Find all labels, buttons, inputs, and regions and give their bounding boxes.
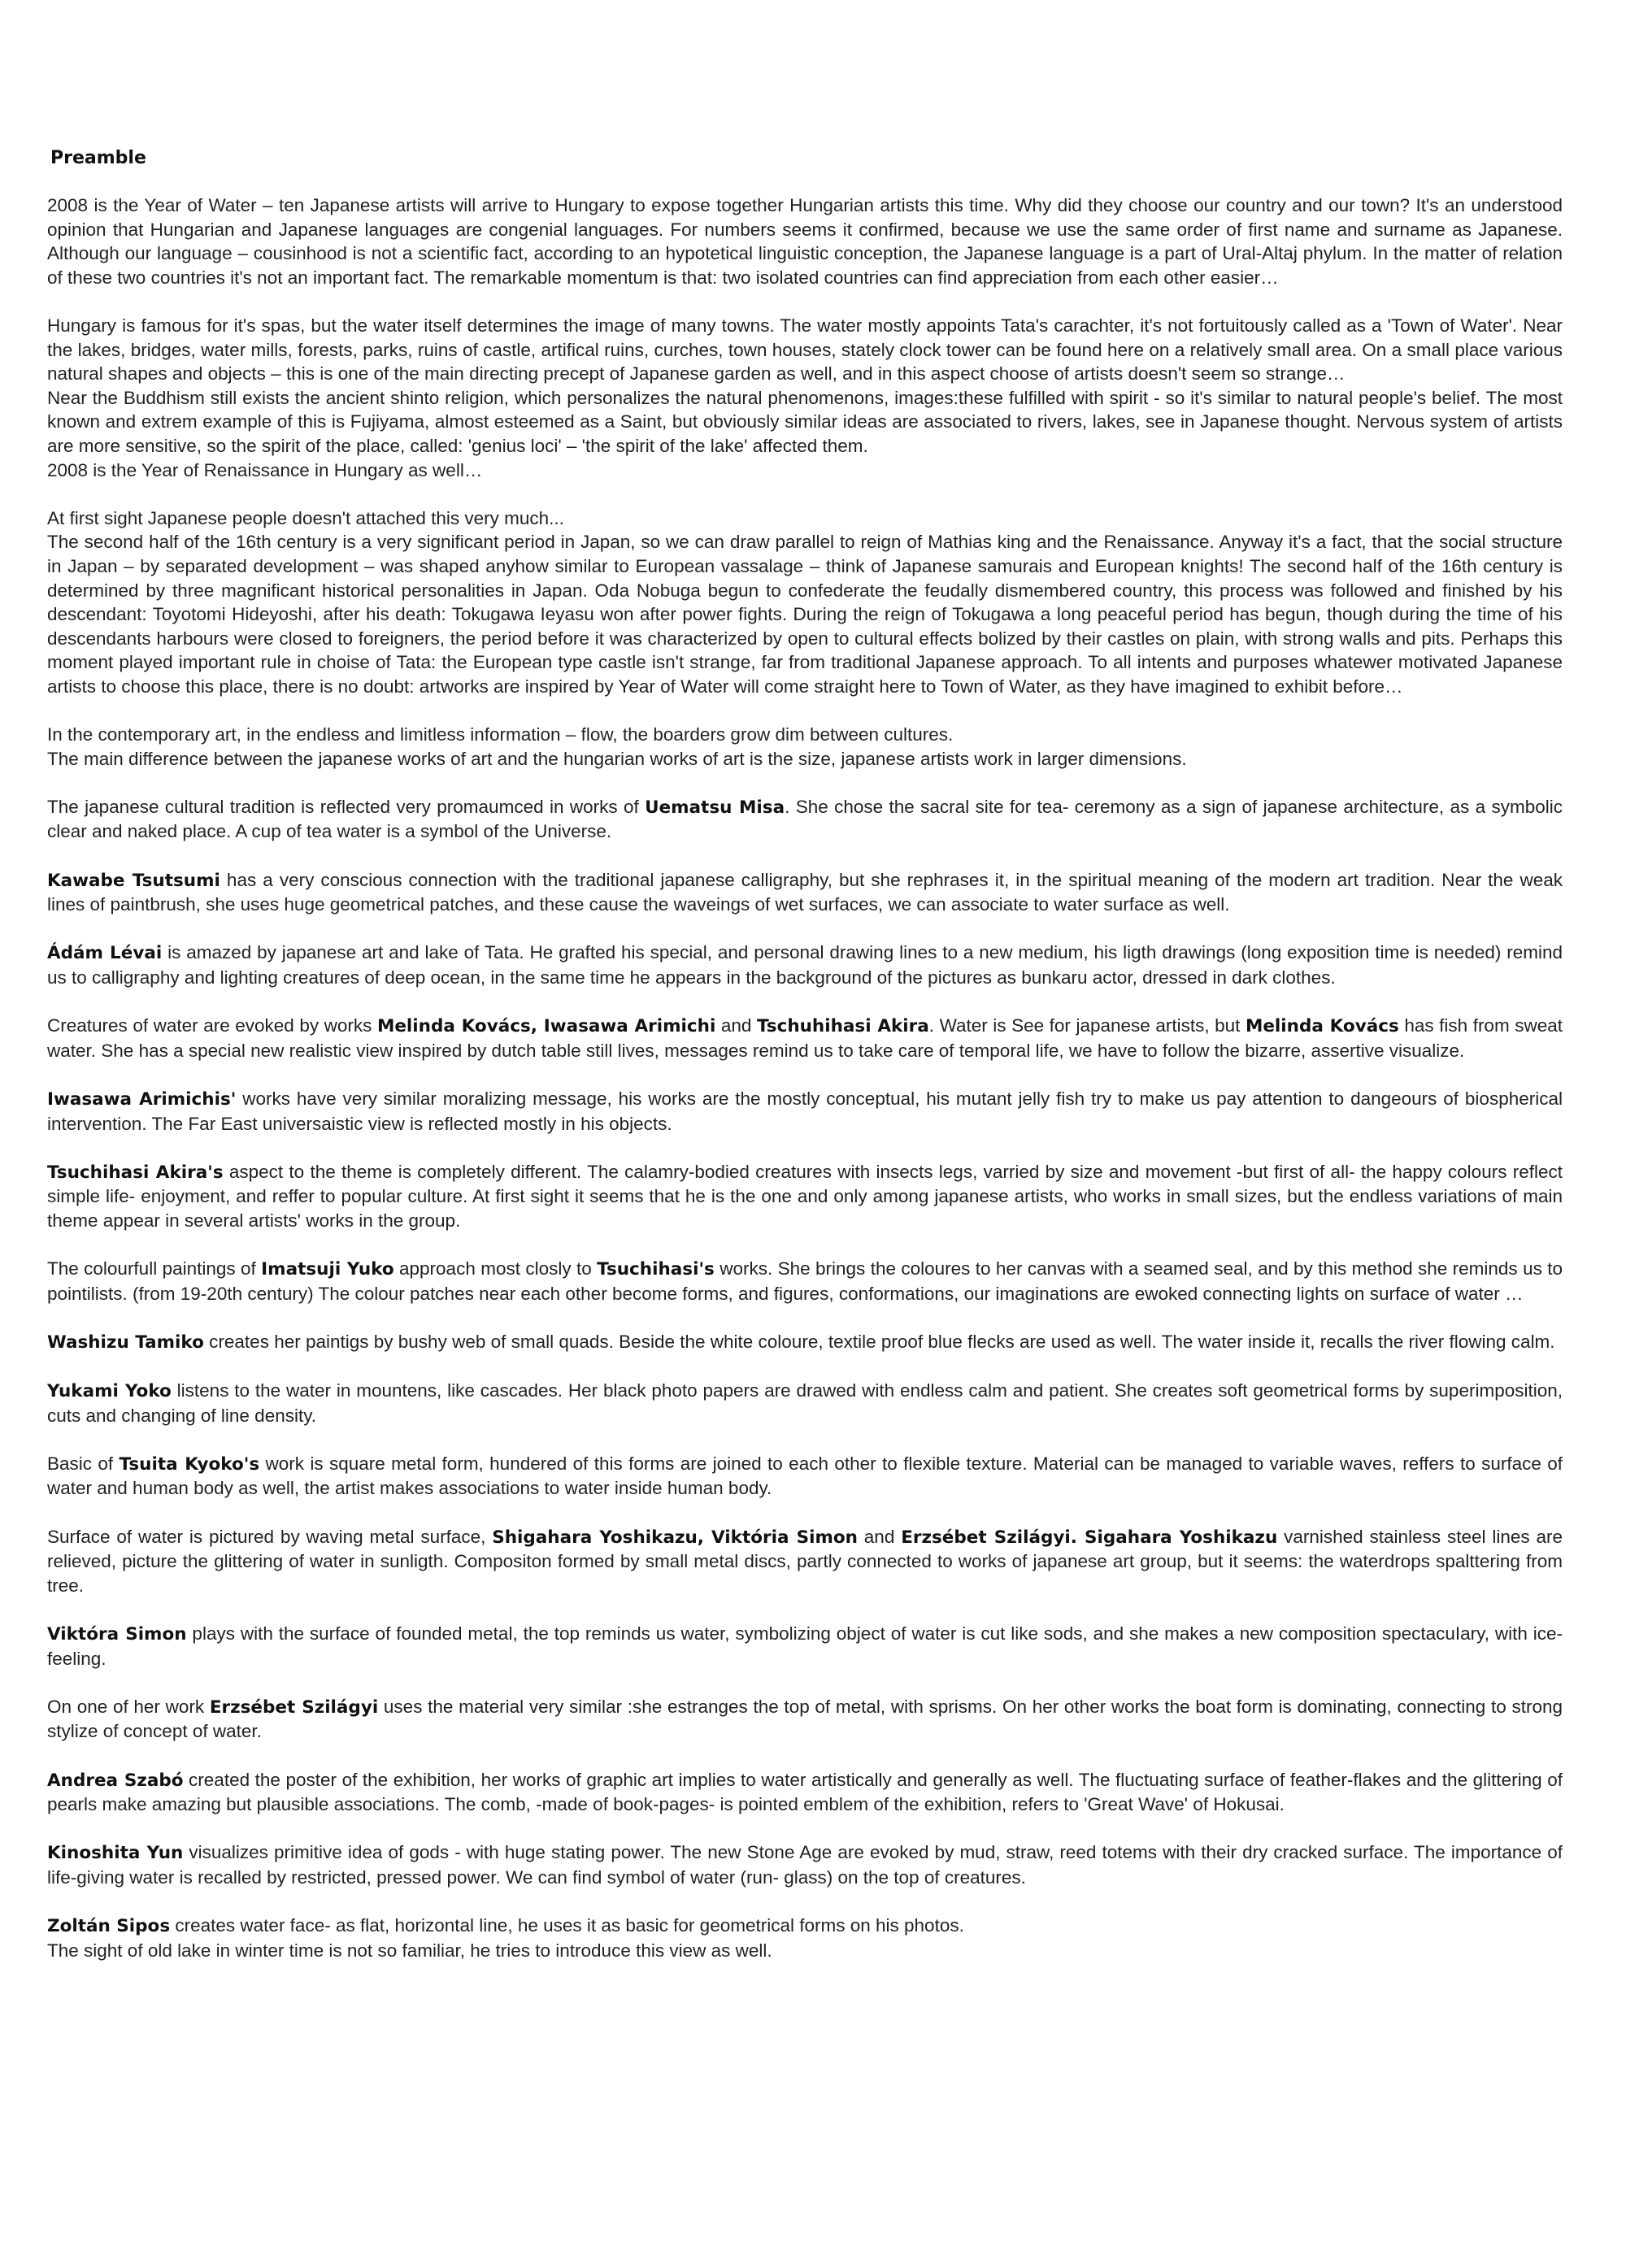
artist-name: Erzsébet Szilágyi bbox=[209, 1697, 379, 1718]
paragraph bbox=[47, 1330, 1563, 1355]
paragraph bbox=[47, 1840, 1563, 1889]
paragraph bbox=[47, 795, 1563, 844]
paragraph-text: Basic of bbox=[47, 1453, 120, 1474]
paragraph-text: and bbox=[715, 1015, 757, 1036]
paragraph bbox=[47, 1768, 1563, 1817]
artist-name: Iwasawa Arimichis' bbox=[47, 1088, 237, 1110]
paragraph-text: The sight of old lake in winter time is not so familiar, he tries to introduce this view as well. bbox=[47, 1940, 772, 1961]
paragraph-text: listens to the water in mountens, like cascades. Her black photo papers are drawed with endless calm and patient. She creates soft geometrical forms by superimposition, cuts and changing of line density. bbox=[47, 1380, 1563, 1426]
document-title: Preamble bbox=[50, 148, 146, 168]
artist-name: Kawabe Tsutsumi bbox=[47, 870, 220, 891]
artist-name: Tsuita Kyoko's bbox=[119, 1453, 260, 1475]
paragraph bbox=[47, 1622, 1563, 1671]
paragraph bbox=[47, 1452, 1563, 1501]
document-page bbox=[47, 146, 1563, 1987]
paragraph-text: Creatures of water are evoked by works bbox=[47, 1015, 377, 1036]
paragraph bbox=[47, 193, 1563, 289]
paragraph-text: . She chose the sacral site for tea- ceremony as a sign of japanese architecture, as a symbolic clear and naked place. A cup of tea water is a symbol of the Universe. bbox=[47, 796, 1563, 842]
artist-name: Erzsébet Szilágyi. Sigahara Yoshikazu bbox=[901, 1527, 1278, 1548]
paragraph-text: varnished stainless steel lines are relieved, picture the glittering of water in sunligth. Compositon formed by small metal discs, partly connected to works of japanese art group, but it seems: the waterdrops spalttering from tree. bbox=[47, 1526, 1563, 1596]
paragraph-text: Hungary is famous for it's spas, but the water itself determines the image of many towns. The water mostly appoints Tata's carachter, it's not fortuitously called as a 'Town of Water'. Near the lakes, bridges, water mills, forests, parks, ruins of castle, artifical ruins, curches, town houses, stately clock tower can be found here on a relatively small area. On a small place various natural shapes and objects – this is one of the main directing precept of Japanese garden as well, and in this aspect choose of artists doesn't seem so strange… bbox=[47, 315, 1563, 385]
artist-name: Tschuhihasi Akira bbox=[756, 1016, 929, 1037]
paragraph bbox=[47, 1087, 1563, 1136]
paragraph-text: visualizes primitive idea of gods - with huge stating power. The new Stone Age are evoked by mud, straw, reed totems with their dry cracked surface. The importance of life-giving water is recalled by restricted, pressed power. We can find symbol of water (run- glass) on the top of creatures. bbox=[47, 1842, 1563, 1888]
paragraph-text: uses the material very similar :she estranges the top of metal, with sprisms. On her other works the boat form is dominating, connecting to strong stylize of concept of water. bbox=[47, 1696, 1563, 1742]
artist-name: Melinda Kovács bbox=[1245, 1016, 1399, 1037]
paragraph-text: is amazed by japanese art and lake of Tata. He grafted his special, and personal drawing lines to a new medium, his ligth drawings (long exposition time is needed) remind us to calligraphy and lighting creatures of deep ocean, in the same time he appears in the background of the pictures as bunkaru actor, dressed in dark clothes. bbox=[47, 942, 1563, 988]
artist-name: Uematsu Misa bbox=[645, 797, 785, 818]
paragraph bbox=[47, 1160, 1563, 1233]
paragraph-text: plays with the surface of founded metal, the top reminds us water, symbolizing object of water is cut like sods, and she makes a new composition spectacuIary, with ice-feeling. bbox=[47, 1623, 1563, 1669]
paragraph bbox=[47, 506, 1563, 531]
paragraph bbox=[47, 868, 1563, 917]
paragraph-text: . Water is See for japanese artists, but bbox=[928, 1015, 1246, 1036]
paragraph bbox=[47, 747, 1563, 771]
paragraph-text: created the poster of the exhibition, her works of graphic art implies to water artistically and generally as well. The fluctuating surface of feather-flakes and the glittering of pearls make amazing but plausible associations. The comb, -made of book-pages- is pointed emblem of the exhibition, refers to 'Great Wave' of Hokusai. bbox=[47, 1769, 1563, 1815]
artist-name: Kinoshita Yun bbox=[47, 1843, 184, 1864]
paragraph bbox=[47, 530, 1563, 698]
paragraph bbox=[47, 1014, 1563, 1062]
paragraph-text: At first sight Japanese people doesn't attached this very much... bbox=[47, 507, 564, 528]
paragraph-text: creates her paintigs by bushy web of small quads. Beside the white coloure, textile proof blue flecks are used as well. The water inside it, recalls the river flowing calm. bbox=[203, 1331, 1555, 1352]
paragraph-text: work is square metal form, hundered of this forms are joined to each other to flexible texture. Material can be managed to variable waves, reffers to surface of water and human body as well, the artist makes associations to water inside human body. bbox=[47, 1453, 1563, 1499]
paragraph-text: The second half of the 16th century is a very significant period in Japan, so we can draw parallel to reign of Mathias king and the Renaissance. Anyway it's a fact, that the social structure in Japan – by separated development – was shaped anyhow similar to European vassalage – think of Japanese samurais and European knights! The second half of the 16th century is determined by three magnificant historical personalities in Japan. Oda Nobuga begun to confederate the feudally dismembered country, this process was followed and finished by his descendant: Toyotomi Hideyoshi, after his death: Tokugawa Ieyasu won after power fights. During the reign of Tokugawa a long peaceful period has begun, though during the time of his descendants harbours were closed to foreigners, the period before it was characterized by open to cultural effects bolized by their castles on plain, with strong walls and pits. Perhaps this moment played important rule in choise of Tata: the European type castle isn't strange, far from traditional Japanese approach. To all intents and purposes whatewer motivated Japanese artists to choose this place, there is no doubt: artworks are inspired by Year of Water will come straight here to Town of Water, as they have imagined to exhibit before… bbox=[47, 532, 1563, 697]
paragraph-text: 2008 is the Year of Renaissance in Hungary as well… bbox=[47, 459, 483, 480]
paragraph bbox=[47, 941, 1563, 989]
document-body bbox=[47, 193, 1563, 1962]
paragraph-text: In the contemporary art, in the endless and limitless information – flow, the boarders grow dim between cultures. bbox=[47, 724, 954, 745]
paragraph bbox=[47, 458, 1563, 483]
paragraph bbox=[47, 386, 1563, 458]
paragraph-text: creates water face- as flat, horizontal line, he uses it as basic for geometrical forms on his photos. bbox=[170, 1915, 964, 1936]
paragraph-text: Surface of water is pictured by waving metal surface, bbox=[47, 1526, 493, 1547]
paragraph-text: has fish from sweat water. She has a special new realistic view inspired by dutch table still lives, messages remind us to take care of temporal life, we have to follow the bizarre, assertive visualize. bbox=[47, 1015, 1563, 1061]
paragraph-text: and bbox=[857, 1526, 902, 1547]
artist-name: Imatsuji Yuko bbox=[261, 1259, 394, 1280]
artist-name: Viktóra Simon bbox=[47, 1624, 187, 1645]
paragraph bbox=[47, 1379, 1563, 1427]
paragraph-text: On one of her work bbox=[47, 1696, 210, 1717]
artist-name: Tsuchihasi Akira's bbox=[47, 1162, 224, 1183]
paragraph-text: has a very conscious connection with the traditional japanese calligraphy, but she rephrases it, in the spiritual meaning of the modern art tradition. Near the weak lines of paintbrush, she uses huge geometrical patches, and these cause the waveings of wet surfaces, we can associate to water surface as well. bbox=[47, 869, 1563, 915]
artist-name: Ádám Lévai bbox=[47, 943, 163, 964]
paragraph bbox=[47, 1695, 1563, 1744]
paragraph bbox=[47, 1914, 1563, 1939]
paragraph-text: approach most closly to bbox=[393, 1258, 598, 1280]
paragraph-text: works. She brings the coloures to her canvas with a seamed seal, and by this method she reminds us to pointilists. (from 19-20th century) The colour patches near each other become forms, and figures, conformations, our imaginations are ewoked connecting lights on surface of water … bbox=[47, 1258, 1563, 1304]
paragraph-text: The colourfull paintings of bbox=[47, 1258, 262, 1280]
paragraph-text: works have very similar moralizing message, his works are the mostly conceptual, his mutant jelly fish try to make us pay attention to dangeours of biospherical intervention. The Far East universaistic view is reflected mostly in his objects. bbox=[47, 1088, 1563, 1134]
artist-name: Yukami Yoko bbox=[47, 1381, 172, 1402]
paragraph bbox=[47, 314, 1563, 386]
paragraph-text: The japanese cultural tradition is reflected very promaumced in works of bbox=[47, 796, 646, 817]
paragraph bbox=[47, 1525, 1563, 1598]
artist-name: Tsuchihasi's bbox=[597, 1259, 715, 1280]
paragraph-text: aspect to the theme is completely different. The calamry-bodied creatures with insects legs, varried by size and movement -but first of all- the happy colours reflect simple life- enjoyment, and reffer to popular culture. At first sight it seems that he is the one and only among japanese artists, who works in small sizes, but the endless variations of main theme appear in several artists' works in the group. bbox=[47, 1161, 1563, 1231]
artist-name: Andrea Szabó bbox=[47, 1770, 184, 1791]
paragraph bbox=[47, 1939, 1563, 1963]
paragraph-text: Near the Buddhism still exists the ancient shinto religion, which personalizes the natural phenomenons, images:these fulfilled with spirit - so it's similar to natural people's belief. The most known and extrem example of this is Fujiyama, almost esteemed as a Saint, but obviously similar ideas are associated to rivers, lakes, see in Japanese thought. Nervous system of artists are more sensitive, so the spirit of the place, called: 'genius loci' – 'the spirit of the lake' affected them. bbox=[47, 387, 1563, 456]
artist-name: Melinda Kovács, Iwasawa Arimichi bbox=[376, 1016, 716, 1037]
paragraph-text: 2008 is the Year of Water – ten Japanese artists will arrive to Hungary to expose together Hungarian artists this time. Why did they choose our country and our town? It's an understood opinion that Hungarian and Japanese languages are congenial languages. For numbers seems it confirmed, because we use the same order of first name and surname as Japanese. Although our language – cousinhood is not a scientific fact, according to an hypotetical linguistic conception, the Japanese language is a part of Ural-Altaj phylum. In the matter of relation of these two countries it's not an important fact. The remarkable momentum is that: two isolated countries can find appreciation from each other easier… bbox=[47, 195, 1563, 288]
artist-name: Washizu Tamiko bbox=[47, 1332, 204, 1353]
paragraph-text: The main difference between the japanese works of art and the hungarian works of art is the size, japanese artists work in larger dimensions. bbox=[47, 748, 1187, 769]
paragraph bbox=[47, 1257, 1563, 1306]
paragraph bbox=[47, 723, 1563, 747]
artist-name: Zoltán Sipos bbox=[47, 1916, 171, 1937]
artist-name: Shigahara Yoshikazu, Viktória Simon bbox=[492, 1527, 858, 1548]
